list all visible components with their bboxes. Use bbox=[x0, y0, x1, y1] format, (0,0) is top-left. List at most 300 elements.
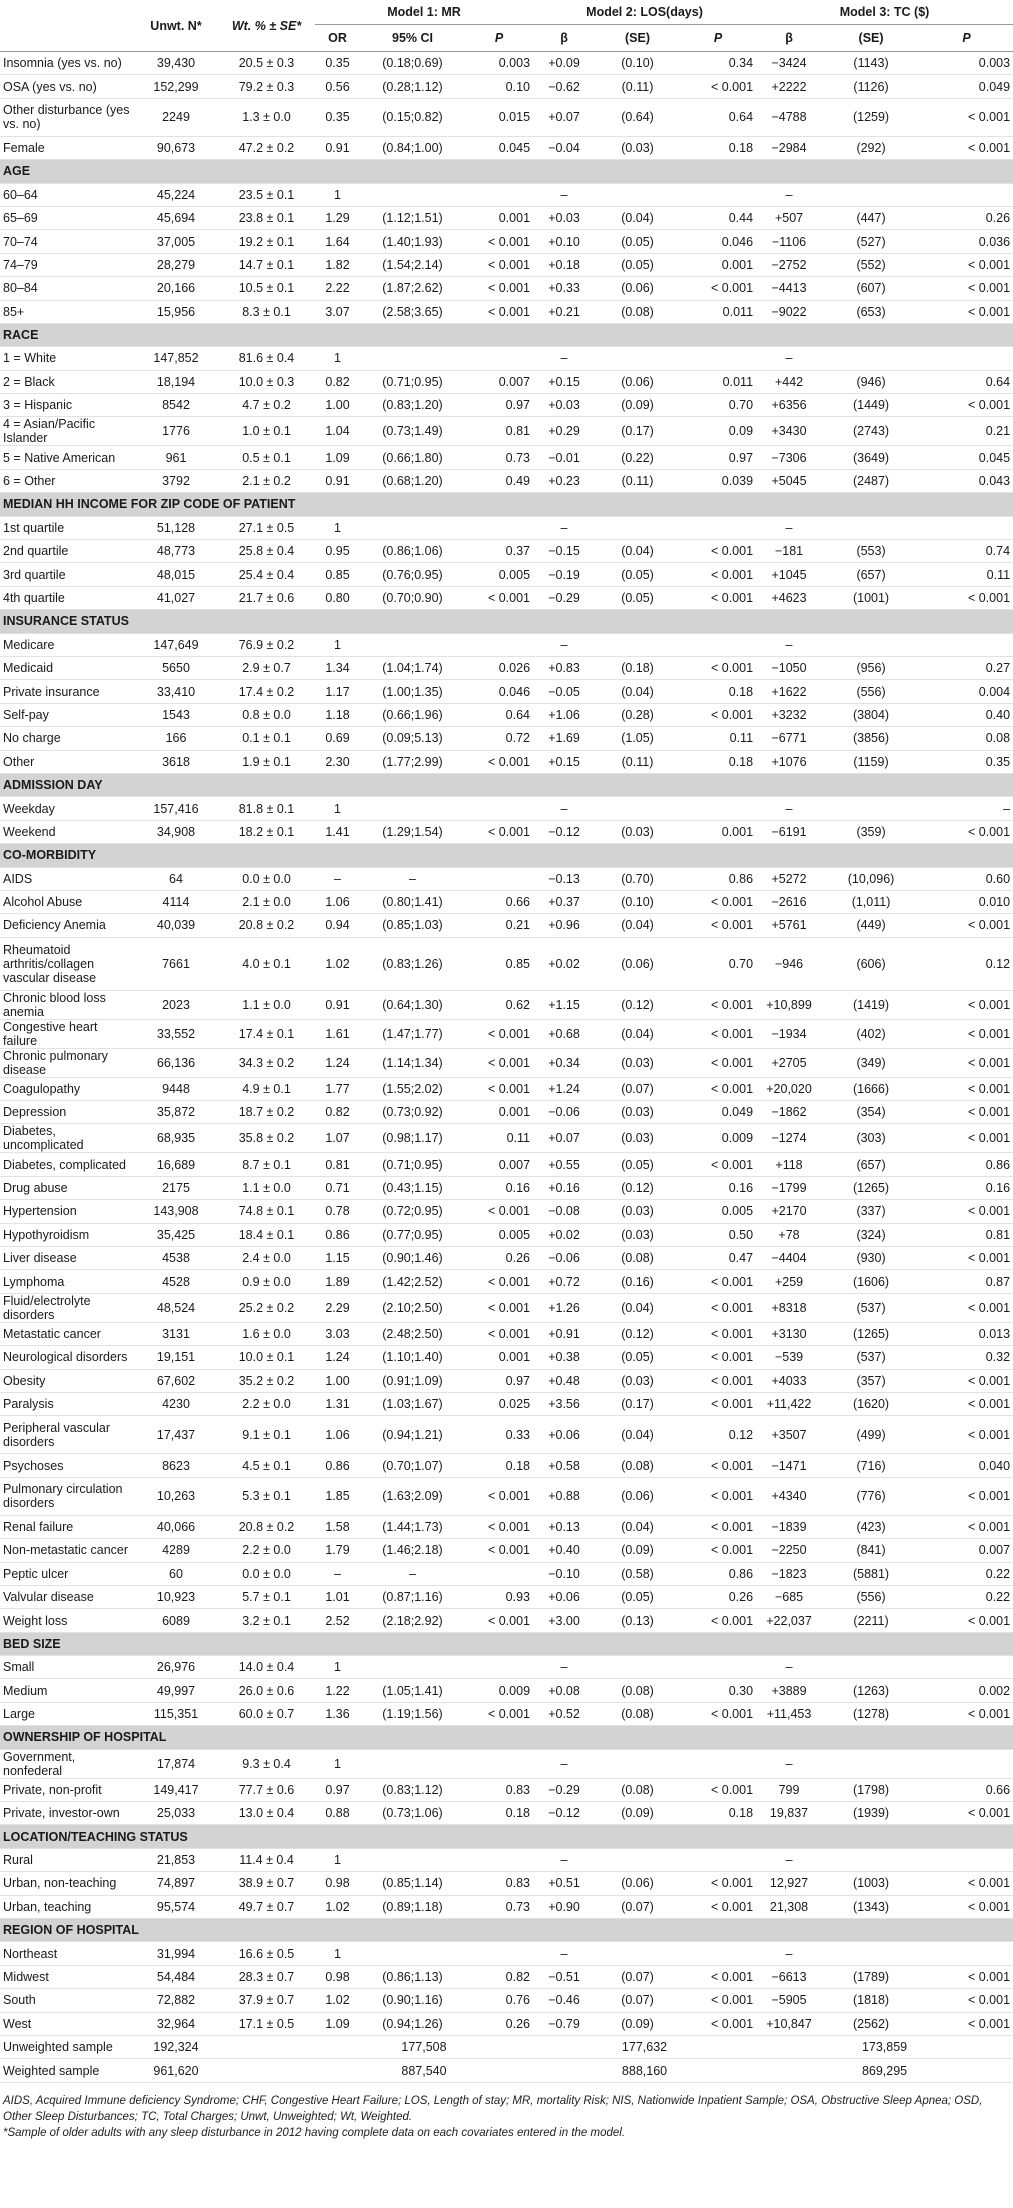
cell-beta-model3: +10,899 bbox=[756, 990, 822, 1019]
table-row bbox=[0, 347, 1013, 370]
cell-beta-model2: +0.15 bbox=[533, 370, 595, 393]
cell-p-model1: 0.045 bbox=[465, 136, 533, 159]
cell-unwt-n: 26,976 bbox=[134, 1656, 218, 1679]
cell-ci: (0.73;1.49) bbox=[360, 417, 465, 446]
cell-p-model3: 0.60 bbox=[920, 867, 1013, 890]
cell-p-model3: 0.66 bbox=[920, 1778, 1013, 1801]
cell-beta-model2: +0.15 bbox=[533, 750, 595, 773]
cell-beta-model2: +0.29 bbox=[533, 417, 595, 446]
cell-se-model2: (0.07) bbox=[595, 1895, 680, 1918]
cell-se-model2: (0.64) bbox=[595, 98, 680, 136]
cell-beta-model2: +0.03 bbox=[533, 394, 595, 417]
cell-p-model1: 0.10 bbox=[465, 75, 533, 98]
cell-p-model3: < 0.001 bbox=[920, 1989, 1013, 2012]
cell-se-model3 bbox=[822, 1848, 920, 1871]
cell-ci: (1.44;1.73) bbox=[360, 1515, 465, 1538]
cell-wt-pct: 0.8 ± 0.0 bbox=[218, 703, 315, 726]
table-row bbox=[0, 1679, 1013, 1702]
cell-unwt-n: 41,027 bbox=[134, 586, 218, 609]
table-row bbox=[0, 1077, 1013, 1100]
row-label: Valvular disease bbox=[0, 1585, 134, 1608]
cell-wt-pct: 1.1 ± 0.0 bbox=[218, 990, 315, 1019]
cell-p-model2 bbox=[680, 1749, 756, 1778]
cell-se-model2: (0.03) bbox=[595, 1048, 680, 1077]
cell-beta-model2: +3.00 bbox=[533, 1609, 595, 1632]
cell-unwt-n: 51,128 bbox=[134, 516, 218, 539]
cell-ci: (0.85;1.03) bbox=[360, 914, 465, 937]
table-row bbox=[0, 230, 1013, 253]
cell-se-model3: (1,011) bbox=[822, 890, 920, 913]
cell-se-model3: (1265) bbox=[822, 1322, 920, 1345]
cell-beta-model2: −0.62 bbox=[533, 75, 595, 98]
cell-beta-model3: +3889 bbox=[756, 1679, 822, 1702]
cell-wt-pct: 18.7 ± 0.2 bbox=[218, 1101, 315, 1124]
cell-se-model2: (0.04) bbox=[595, 914, 680, 937]
cell-se-model2: (0.12) bbox=[595, 1176, 680, 1199]
cell-or: 2.22 bbox=[315, 277, 360, 300]
cell-se-model2: (0.12) bbox=[595, 990, 680, 1019]
cell-ci: (0.73;1.06) bbox=[360, 1802, 465, 1825]
cell-p-model2: < 0.001 bbox=[680, 1872, 756, 1895]
section-title: OWNERSHIP OF HOSPITAL bbox=[0, 1726, 1013, 1749]
cell-se-model3: (2562) bbox=[822, 2012, 920, 2035]
row-label: Weekend bbox=[0, 820, 134, 843]
cell-ci: (0.09;5.13) bbox=[360, 727, 465, 750]
cell-se-model3: (2743) bbox=[822, 417, 920, 446]
cell-wt-pct: 25.4 ± 0.4 bbox=[218, 563, 315, 586]
cell-wt-pct: 9.1 ± 0.1 bbox=[218, 1416, 315, 1454]
header-p2: P bbox=[713, 31, 723, 45]
cell-ci: (0.64;1.30) bbox=[360, 990, 465, 1019]
cell-beta-model3: +118 bbox=[756, 1153, 822, 1176]
cell-p-model2: < 0.001 bbox=[680, 277, 756, 300]
cell-unwt-n: 25,033 bbox=[134, 1802, 218, 1825]
cell-beta-model3: −181 bbox=[756, 540, 822, 563]
cell-or: 1.29 bbox=[315, 206, 360, 229]
cell-beta-model2: +0.37 bbox=[533, 890, 595, 913]
cell-se-model3 bbox=[822, 1942, 920, 1965]
cell-beta-model3: +2170 bbox=[756, 1200, 822, 1223]
cell-p-model2: 0.70 bbox=[680, 394, 756, 417]
row-label: West bbox=[0, 2012, 134, 2035]
cell-or: 1 bbox=[315, 797, 360, 820]
cell-or: 0.98 bbox=[315, 1872, 360, 1895]
cell-p-model1 bbox=[465, 183, 533, 206]
cell-se-model2: (0.08) bbox=[595, 300, 680, 323]
cell-p-model3: 0.32 bbox=[920, 1346, 1013, 1369]
cell-or: 1.85 bbox=[315, 1477, 360, 1515]
cell-ci: (0.68;1.20) bbox=[360, 469, 465, 492]
cell-beta-model3: −5905 bbox=[756, 1989, 822, 2012]
table-row bbox=[0, 1247, 1013, 1270]
cell-p-model2: < 0.001 bbox=[680, 1778, 756, 1801]
cell-se-model3: (1419) bbox=[822, 990, 920, 1019]
cell-beta-model3: +22,037 bbox=[756, 1609, 822, 1632]
cell-p-model2: < 0.001 bbox=[680, 1077, 756, 1100]
cell-beta-model3: +2705 bbox=[756, 1048, 822, 1077]
cell-se-model3: (10,096) bbox=[822, 867, 920, 890]
cell-beta-model3: −946 bbox=[756, 937, 822, 990]
section-header-row bbox=[0, 1632, 1013, 1655]
cell-ci: (0.80;1.41) bbox=[360, 890, 465, 913]
cell-p-model3: 0.22 bbox=[920, 1585, 1013, 1608]
section-title: INSURANCE STATUS bbox=[0, 610, 1013, 633]
cell-or: 1.17 bbox=[315, 680, 360, 703]
cell-p-model3: < 0.001 bbox=[920, 1515, 1013, 1538]
cell-unwt-n: 35,872 bbox=[134, 1101, 218, 1124]
cell-p-model3 bbox=[920, 1749, 1013, 1778]
sample-size-row bbox=[0, 2035, 1013, 2058]
cell-ci bbox=[360, 797, 465, 820]
cell-p-model2: < 0.001 bbox=[680, 1293, 756, 1322]
cell-se-model3: (3804) bbox=[822, 703, 920, 726]
cell-beta-model3: +3232 bbox=[756, 703, 822, 726]
cell-unwt-n: 115,351 bbox=[134, 1702, 218, 1725]
cell-beta-model3: +3130 bbox=[756, 1322, 822, 1345]
cell-se-model3: (556) bbox=[822, 680, 920, 703]
cell-beta-model3: −2984 bbox=[756, 136, 822, 159]
cell-or: 1.22 bbox=[315, 1679, 360, 1702]
cell-p-model2: 0.049 bbox=[680, 1101, 756, 1124]
cell-p-model1 bbox=[465, 1749, 533, 1778]
cell-p-model1: 0.007 bbox=[465, 1153, 533, 1176]
cell-beta-model2: +0.72 bbox=[533, 1270, 595, 1293]
cell-wt-pct: 10.5 ± 0.1 bbox=[218, 277, 315, 300]
table-row bbox=[0, 253, 1013, 276]
row-label: Coagulopathy bbox=[0, 1077, 134, 1100]
row-label: Fluid/electrolyte disorders bbox=[0, 1293, 134, 1322]
cell-ci: (0.86;1.13) bbox=[360, 1965, 465, 1988]
cell-se-model2: (0.05) bbox=[595, 1153, 680, 1176]
cell-unwt-n: 48,524 bbox=[134, 1293, 218, 1322]
cell-p-model2: 0.34 bbox=[680, 52, 756, 75]
cell-beta-model2: +0.07 bbox=[533, 98, 595, 136]
cell-ci: (2.58;3.65) bbox=[360, 300, 465, 323]
cell-p-model2: 0.26 bbox=[680, 1585, 756, 1608]
cell-p-model3: < 0.001 bbox=[920, 1477, 1013, 1515]
cell-p-model2: < 0.001 bbox=[680, 890, 756, 913]
cell-se-model3 bbox=[822, 347, 920, 370]
cell-p-model1: < 0.001 bbox=[465, 1539, 533, 1562]
cell-wt-pct: 27.1 ± 0.5 bbox=[218, 516, 315, 539]
cell-wt-pct: 2.1 ± 0.2 bbox=[218, 469, 315, 492]
cell-unwt-n: 45,694 bbox=[134, 206, 218, 229]
cell-p-model3: < 0.001 bbox=[920, 1124, 1013, 1153]
cell-beta-model2: +0.88 bbox=[533, 1477, 595, 1515]
section-title: AGE bbox=[0, 160, 1013, 183]
cell-ci: (0.89;1.18) bbox=[360, 1895, 465, 1918]
cell-p-model3: 0.002 bbox=[920, 1679, 1013, 1702]
section-header-row bbox=[0, 844, 1013, 867]
cell-or: 0.56 bbox=[315, 75, 360, 98]
cell-beta-model3: −539 bbox=[756, 1346, 822, 1369]
cell-wt-pct: 5.3 ± 0.1 bbox=[218, 1477, 315, 1515]
cell-wt-pct: 28.3 ± 0.7 bbox=[218, 1965, 315, 1988]
cell-p-model3: 0.003 bbox=[920, 52, 1013, 75]
cell-or: 1.06 bbox=[315, 890, 360, 913]
cell-or: 0.91 bbox=[315, 136, 360, 159]
header-model2: Model 2: LOS(days) bbox=[533, 0, 756, 25]
cell-ci: (1.12;1.51) bbox=[360, 206, 465, 229]
cell-beta-model2: −0.04 bbox=[533, 136, 595, 159]
cell-p-model3: 0.004 bbox=[920, 680, 1013, 703]
cell-wt-pct: 1.0 ± 0.1 bbox=[218, 417, 315, 446]
cell-p-model3: < 0.001 bbox=[920, 1369, 1013, 1392]
section-header-row bbox=[0, 160, 1013, 183]
table-row bbox=[0, 1477, 1013, 1515]
table-row bbox=[0, 1515, 1013, 1538]
cell-p-model1: 0.66 bbox=[465, 890, 533, 913]
section-header-row bbox=[0, 493, 1013, 516]
row-label: Self-pay bbox=[0, 703, 134, 726]
section-header-row bbox=[0, 1726, 1013, 1749]
cell-p-model3: < 0.001 bbox=[920, 98, 1013, 136]
cell-p-model3: < 0.001 bbox=[920, 1077, 1013, 1100]
cell-or: 1 bbox=[315, 1749, 360, 1778]
cell-p-model2: < 0.001 bbox=[680, 1454, 756, 1477]
cell-p-model2: < 0.001 bbox=[680, 2012, 756, 2035]
cell-p-model3: 0.036 bbox=[920, 230, 1013, 253]
cell-se-model2: (0.07) bbox=[595, 1965, 680, 1988]
cell-unwt-n: 4289 bbox=[134, 1539, 218, 1562]
cell-beta-model2: −0.06 bbox=[533, 1101, 595, 1124]
cell-p-model1: 0.001 bbox=[465, 206, 533, 229]
cell-unwt-n: 37,005 bbox=[134, 230, 218, 253]
row-label: Other bbox=[0, 750, 134, 773]
cell-p-model2: 0.009 bbox=[680, 1124, 756, 1153]
cell-p-model3: 0.86 bbox=[920, 1153, 1013, 1176]
cell-beta-model3: +259 bbox=[756, 1270, 822, 1293]
cell-se-model2: (0.04) bbox=[595, 1416, 680, 1454]
cell-se-model2: (0.05) bbox=[595, 1585, 680, 1608]
cell-unwt-n: 2249 bbox=[134, 98, 218, 136]
row-label: Insomnia (yes vs. no) bbox=[0, 52, 134, 75]
row-label: Weighted sample bbox=[0, 2059, 134, 2082]
cell-p-model3: < 0.001 bbox=[920, 1200, 1013, 1223]
cell-beta-model2: +0.52 bbox=[533, 1702, 595, 1725]
cell-p-model3: < 0.001 bbox=[920, 1019, 1013, 1048]
table-row bbox=[0, 446, 1013, 469]
cell-wt-pct: 37.9 ± 0.7 bbox=[218, 1989, 315, 2012]
cell-p-model1 bbox=[465, 1848, 533, 1871]
cell-wt-pct: 1.3 ± 0.0 bbox=[218, 98, 315, 136]
row-label: Private insurance bbox=[0, 680, 134, 703]
cell-wt-pct: 35.8 ± 0.2 bbox=[218, 1124, 315, 1153]
header-or: OR bbox=[328, 31, 347, 45]
cell-or: 0.80 bbox=[315, 586, 360, 609]
row-label: South bbox=[0, 1989, 134, 2012]
empty-header bbox=[0, 25, 134, 52]
cell-se-model3: (607) bbox=[822, 277, 920, 300]
cell-se-model3: (606) bbox=[822, 937, 920, 990]
cell-or: 1.02 bbox=[315, 937, 360, 990]
cell-p-model3: – bbox=[920, 797, 1013, 820]
cell-or: 3.03 bbox=[315, 1322, 360, 1345]
cell-beta-model3: −4788 bbox=[756, 98, 822, 136]
row-label: Metastatic cancer bbox=[0, 1322, 134, 1345]
cell-unwt-n: 54,484 bbox=[134, 1965, 218, 1988]
cell-wt-pct: 4.0 ± 0.1 bbox=[218, 937, 315, 990]
cell-p-model1 bbox=[465, 1562, 533, 1585]
cell-p-model2 bbox=[680, 797, 756, 820]
table-row bbox=[0, 1585, 1013, 1608]
cell-se-model3: (1143) bbox=[822, 52, 920, 75]
cell-unwt-n: 67,602 bbox=[134, 1369, 218, 1392]
cell-unwt-n: 8623 bbox=[134, 1454, 218, 1477]
cell-beta-model2: +0.06 bbox=[533, 1416, 595, 1454]
cell-beta-model2: – bbox=[533, 797, 595, 820]
cell-or: 0.98 bbox=[315, 1965, 360, 1988]
cell-p-model3: < 0.001 bbox=[920, 1609, 1013, 1632]
cell-se-model3: (930) bbox=[822, 1247, 920, 1270]
table-row bbox=[0, 890, 1013, 913]
cell-or: – bbox=[315, 867, 360, 890]
cell-se-model2 bbox=[595, 516, 680, 539]
table-row bbox=[0, 516, 1013, 539]
row-label: Medium bbox=[0, 1679, 134, 1702]
cell-p-model2: 0.30 bbox=[680, 1679, 756, 1702]
row-label: 80–84 bbox=[0, 277, 134, 300]
cell-wt-pct: 2.9 ± 0.7 bbox=[218, 656, 315, 679]
row-label: 5 = Native American bbox=[0, 446, 134, 469]
table-body bbox=[0, 52, 1013, 2083]
cell-wt-pct: 4.9 ± 0.1 bbox=[218, 1077, 315, 1100]
cell-unwt-n: 68,935 bbox=[134, 1124, 218, 1153]
cell-beta-model2: – bbox=[533, 347, 595, 370]
cell-unwt-n: 33,552 bbox=[134, 1019, 218, 1048]
cell-beta-model2: −0.12 bbox=[533, 820, 595, 843]
cell-beta-model3: – bbox=[756, 516, 822, 539]
cell-se-model3: (499) bbox=[822, 1416, 920, 1454]
cell-se-model2: (0.03) bbox=[595, 1223, 680, 1246]
cell-p-model3: 0.16 bbox=[920, 1176, 1013, 1199]
cell-wt-pct: 14.7 ± 0.1 bbox=[218, 253, 315, 276]
cell-beta-model3: 21,308 bbox=[756, 1895, 822, 1918]
cell-p-model1 bbox=[465, 516, 533, 539]
section-header-row bbox=[0, 1919, 1013, 1942]
header-beta2: β bbox=[560, 31, 568, 45]
cell-or: 0.86 bbox=[315, 1454, 360, 1477]
row-label: Liver disease bbox=[0, 1247, 134, 1270]
row-label: Female bbox=[0, 136, 134, 159]
cell-or: 2.30 bbox=[315, 750, 360, 773]
cell-ci: (1.04;1.74) bbox=[360, 656, 465, 679]
cell-beta-model2: −0.01 bbox=[533, 446, 595, 469]
cell-p-model2: < 0.001 bbox=[680, 703, 756, 726]
cell-p-model2: 0.09 bbox=[680, 417, 756, 446]
cell-se-model2: (0.03) bbox=[595, 1101, 680, 1124]
cell-wt-pct: 21.7 ± 0.6 bbox=[218, 586, 315, 609]
table-row bbox=[0, 750, 1013, 773]
header-unwt-n: Unwt. N* bbox=[150, 18, 202, 33]
cell-ci: (2.18;2.92) bbox=[360, 1609, 465, 1632]
section-title: RACE bbox=[0, 323, 1013, 346]
cell-p-model2: 0.011 bbox=[680, 370, 756, 393]
row-label: Lymphoma bbox=[0, 1270, 134, 1293]
cell-or: 0.91 bbox=[315, 469, 360, 492]
cell-or: 1.41 bbox=[315, 820, 360, 843]
cell-ci: (2.48;2.50) bbox=[360, 1322, 465, 1345]
cell-beta-model2: −0.12 bbox=[533, 1802, 595, 1825]
cell-se-model2: (0.10) bbox=[595, 52, 680, 75]
cell-unwt-n: 48,773 bbox=[134, 540, 218, 563]
cell-wt-pct: 1.9 ± 0.1 bbox=[218, 750, 315, 773]
cell-se-model3: (537) bbox=[822, 1293, 920, 1322]
row-label: No charge bbox=[0, 727, 134, 750]
cell-unwt-n: 7661 bbox=[134, 937, 218, 990]
cell-beta-model2: – bbox=[533, 516, 595, 539]
table-row bbox=[0, 656, 1013, 679]
cell-beta-model2: +0.07 bbox=[533, 1124, 595, 1153]
cell-ci: – bbox=[360, 867, 465, 890]
cell-wt-pct: 35.2 ± 0.2 bbox=[218, 1369, 315, 1392]
row-label: Obesity bbox=[0, 1369, 134, 1392]
cell-unwt-n: 17,437 bbox=[134, 1416, 218, 1454]
cell-ci: – bbox=[360, 1562, 465, 1585]
row-label: Drug abuse bbox=[0, 1176, 134, 1199]
section-title: CO-MORBIDITY bbox=[0, 844, 1013, 867]
section-header-row bbox=[0, 1825, 1013, 1848]
cell-se-model2 bbox=[595, 1942, 680, 1965]
empty-cell bbox=[218, 2059, 315, 2082]
cell-unwt-n: 149,417 bbox=[134, 1778, 218, 1801]
cell-or: 0.95 bbox=[315, 540, 360, 563]
cell-ci: (1.10;1.40) bbox=[360, 1346, 465, 1369]
cell-p-model2: < 0.001 bbox=[680, 540, 756, 563]
cell-beta-model2: +0.03 bbox=[533, 206, 595, 229]
cell-p-model3: < 0.001 bbox=[920, 1416, 1013, 1454]
cell-p-model2: 0.86 bbox=[680, 1562, 756, 1585]
cell-or: 1.15 bbox=[315, 1247, 360, 1270]
cell-se-model2: (0.28) bbox=[595, 703, 680, 726]
cell-p-model3: < 0.001 bbox=[920, 914, 1013, 937]
cell-beta-model3: – bbox=[756, 1749, 822, 1778]
cell-wt-pct: 3.2 ± 0.1 bbox=[218, 1609, 315, 1632]
cell-p-model1: 0.81 bbox=[465, 417, 533, 446]
row-label: Northeast bbox=[0, 1942, 134, 1965]
table-row bbox=[0, 370, 1013, 393]
cell-beta-model3: – bbox=[756, 1848, 822, 1871]
cell-p-model1 bbox=[465, 347, 533, 370]
header-se2: (SE) bbox=[625, 31, 651, 45]
cell-se-model3: (1818) bbox=[822, 1989, 920, 2012]
cell-unwt-n: 95,574 bbox=[134, 1895, 218, 1918]
cell-p-model3: < 0.001 bbox=[920, 586, 1013, 609]
table-row bbox=[0, 1656, 1013, 1679]
row-label: Midwest bbox=[0, 1965, 134, 1988]
cell-beta-model2: +0.40 bbox=[533, 1539, 595, 1562]
table-row bbox=[0, 1895, 1013, 1918]
cell-p-model3: 0.12 bbox=[920, 937, 1013, 990]
row-label: Peripheral vascular disorders bbox=[0, 1416, 134, 1454]
cell-or: 1.77 bbox=[315, 1077, 360, 1100]
cell-p-model1: < 0.001 bbox=[465, 1609, 533, 1632]
cell-se-model3: (716) bbox=[822, 1454, 920, 1477]
cell-beta-model3: −2752 bbox=[756, 253, 822, 276]
cell-wt-pct: 17.4 ± 0.2 bbox=[218, 680, 315, 703]
cell-p-model2 bbox=[680, 633, 756, 656]
cell-p-model2: 0.18 bbox=[680, 680, 756, 703]
cell-beta-model3: +4623 bbox=[756, 586, 822, 609]
table-row bbox=[0, 206, 1013, 229]
cell-p-model1: < 0.001 bbox=[465, 1200, 533, 1223]
cell-p-model2: < 0.001 bbox=[680, 1515, 756, 1538]
cell-p-model2: < 0.001 bbox=[680, 1153, 756, 1176]
cell-ci: (1.87;2.62) bbox=[360, 277, 465, 300]
cell-ci: (0.85;1.14) bbox=[360, 1872, 465, 1895]
cell-wt-pct: 0.9 ± 0.0 bbox=[218, 1270, 315, 1293]
cell-beta-model2: +0.10 bbox=[533, 230, 595, 253]
